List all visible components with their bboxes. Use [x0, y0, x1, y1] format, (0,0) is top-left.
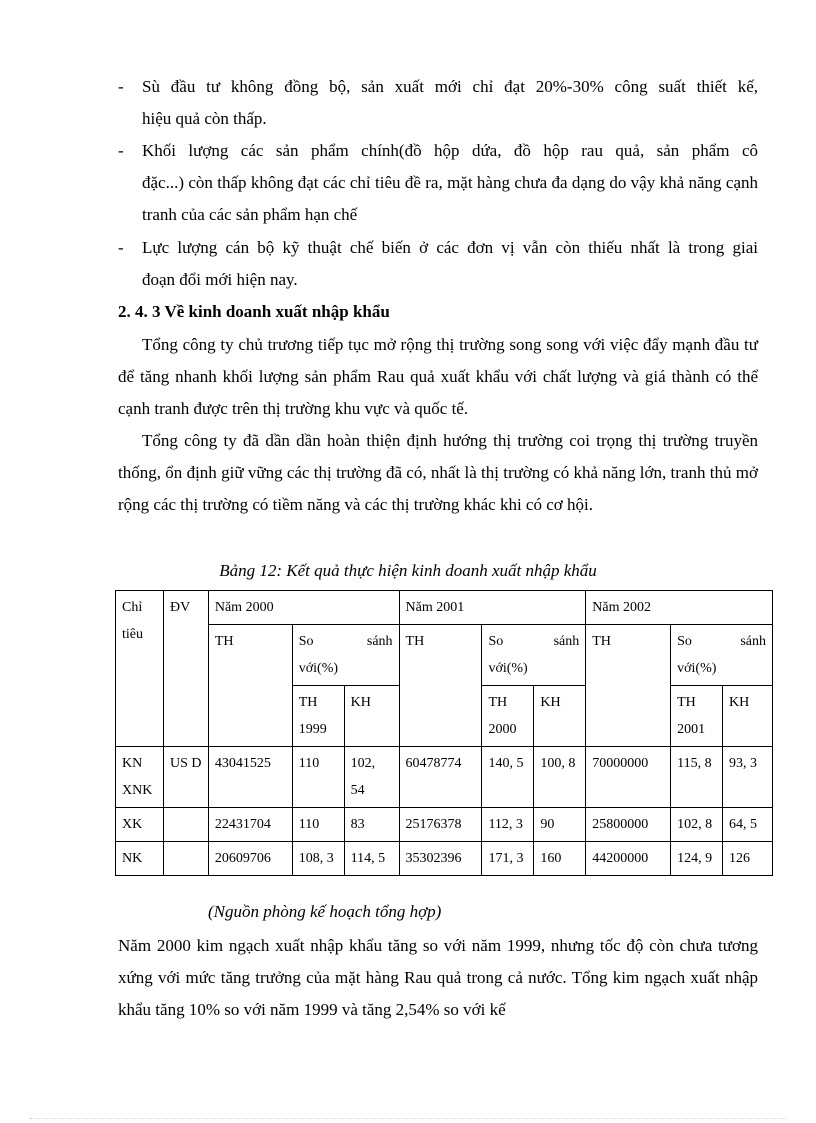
cell-ss-2000-th: 110	[292, 808, 344, 842]
header-kh: KH	[534, 686, 586, 747]
bullet-text: Sù đầu tư không đồng bộ, sản xuất mới chỉ đạt 20%-30% công suất thiết kế,	[142, 77, 758, 96]
paragraph: Tổng công ty đã dần dần hoàn thiện định hướng thị trường coi trọng thị trường truyền thống, ổn định giữ vững các thị trường đã có, nhất là thị trường có khả năng lớn, tranh thủ mở rộng các thị trường có tiềm năng và các thị trường khác khi có cơ hội.	[118, 431, 758, 514]
row-unit: US D	[163, 747, 208, 808]
cell-ss-2000-kh: 83	[344, 808, 399, 842]
cell-ss-2000-th: 108, 3	[292, 842, 344, 876]
table-source: (Nguồn phòng kế hoạch tổng hợp)	[208, 902, 442, 921]
bullet-text-cont: đặc...) còn thấp không đạt các chỉ tiêu đề ra, mặt hàng chưa đa dạng do vậy khả năng cạnh tranh của các sản phẩm hạn chế	[142, 173, 758, 224]
header-sanh: sánh	[740, 634, 766, 649]
header-sanh: sánh	[366, 634, 393, 649]
header-so-sanh	[482, 625, 586, 686]
export-import-table	[115, 590, 773, 876]
bullet-item	[118, 232, 758, 296]
cell-ss-2001-th: 112, 3	[482, 808, 534, 842]
header-so-sanh	[292, 625, 399, 686]
closing-paragraph: Năm 2000 kim ngạch xuất nhập khẩu tăng so với năm 1999, nhưng tốc độ còn chưa tương xứng với mức tăng trưởng của mặt hàng Rau quả trong cả nước. Tổng kim ngạch xuất nhập khẩu tăng 10% so với năm 1999 và tăng 2,54% so với kế	[118, 936, 758, 1019]
header-voi-pct: với(%)	[488, 661, 528, 676]
bullet-text-cont: đoạn đổi mới hiện nay.	[142, 270, 298, 289]
header-th-2000: TH 2000	[482, 686, 534, 747]
header-row	[116, 625, 773, 686]
header-row	[116, 591, 773, 625]
table-caption: Bảng 12: Kết quả thực hiện kinh doanh xuất nhập khẩu	[219, 561, 597, 580]
table-row	[116, 747, 773, 808]
header-kh: KH	[344, 686, 399, 747]
header-voi-pct: với(%)	[298, 661, 339, 676]
header-so-sanh	[671, 625, 773, 686]
header-kh: KH	[723, 686, 773, 747]
cell-ss-2000-kh: 114, 5	[344, 842, 399, 876]
cell-th-2002: 25800000	[586, 808, 671, 842]
row-name: KN XNK	[116, 747, 164, 808]
row-unit	[163, 842, 208, 876]
table-row	[116, 842, 773, 876]
bullet-text: Khối lượng các sản phẩm chính(đồ hộp dứa, đồ hộp rau quả, sản phẩm cô	[142, 141, 758, 160]
cell-th-2002: 70000000	[586, 747, 671, 808]
header-year-2000: Năm 2000	[208, 591, 399, 625]
header-year-2001: Năm 2001	[399, 591, 586, 625]
cell-ss-2001-th: 140, 5	[482, 747, 534, 808]
header-th-1999: TH 1999	[292, 686, 344, 747]
header-th: TH	[586, 625, 671, 747]
header-dv: ĐV	[163, 591, 208, 747]
page-bottom-divider	[30, 1118, 786, 1119]
header-th: TH	[399, 625, 482, 747]
cell-ss-2001-kh: 160	[534, 842, 586, 876]
header-sanh: sánh	[553, 634, 580, 649]
cell-th-2001: 25176378	[399, 808, 482, 842]
bullet-item	[118, 135, 758, 231]
row-unit	[163, 808, 208, 842]
cell-ss-2002-kh: 64, 5	[723, 808, 773, 842]
cell-th-2000: 22431704	[208, 808, 292, 842]
bullet-item	[118, 71, 758, 135]
header-voi-pct: với(%)	[677, 661, 717, 676]
cell-ss-2001-kh: 90	[534, 808, 586, 842]
cell-ss-2002-th: 124, 9	[671, 842, 723, 876]
header-so: So	[488, 634, 504, 649]
cell-ss-2000-th: 110	[292, 747, 344, 808]
row-name: NK	[116, 842, 164, 876]
bullet-dash: -	[118, 238, 124, 257]
header-so: So	[298, 634, 314, 649]
cell-th-2002: 44200000	[586, 842, 671, 876]
paragraph: Tổng công ty chủ trương tiếp tục mở rộng thị trường song song với việc đẩy mạnh đầu tư để tăng nhanh khối lượng sản phẩm Rau quả xuất khẩu với chất lượng và giá thành có thể cạnh tranh được trên thị trường khu vực và quốc tế.	[118, 335, 758, 418]
table-row	[116, 808, 773, 842]
bullet-dash: -	[118, 141, 124, 160]
header-chi-tieu: Chỉ tiêu	[116, 591, 164, 747]
cell-ss-2000-kh: 102, 54	[344, 747, 399, 808]
cell-ss-2002-kh: 93, 3	[723, 747, 773, 808]
header-so: So	[677, 634, 692, 649]
cell-ss-2002-th: 102, 8	[671, 808, 723, 842]
cell-th-2001: 60478774	[399, 747, 482, 808]
cell-ss-2001-kh: 100, 8	[534, 747, 586, 808]
header-th-2001: TH 2001	[671, 686, 723, 747]
bullet-text-cont: hiệu quả còn thấp.	[142, 109, 267, 128]
cell-ss-2001-th: 171, 3	[482, 842, 534, 876]
header-th: TH	[208, 625, 292, 747]
cell-ss-2002-kh: 126	[723, 842, 773, 876]
row-name: XK	[116, 808, 164, 842]
section-heading: 2. 4. 3 Về kinh doanh xuất nhập khẩu	[118, 302, 390, 321]
bullet-dash: -	[118, 77, 124, 96]
bullet-text: Lực lượng cán bộ kỹ thuật chế biến ở các đơn vị vẫn còn thiếu nhất là trong giai	[142, 238, 758, 257]
header-year-2002: Năm 2002	[586, 591, 773, 625]
cell-ss-2002-th: 115, 8	[671, 747, 723, 808]
cell-th-2001: 35302396	[399, 842, 482, 876]
cell-th-2000: 20609706	[208, 842, 292, 876]
cell-th-2000: 43041525	[208, 747, 292, 808]
